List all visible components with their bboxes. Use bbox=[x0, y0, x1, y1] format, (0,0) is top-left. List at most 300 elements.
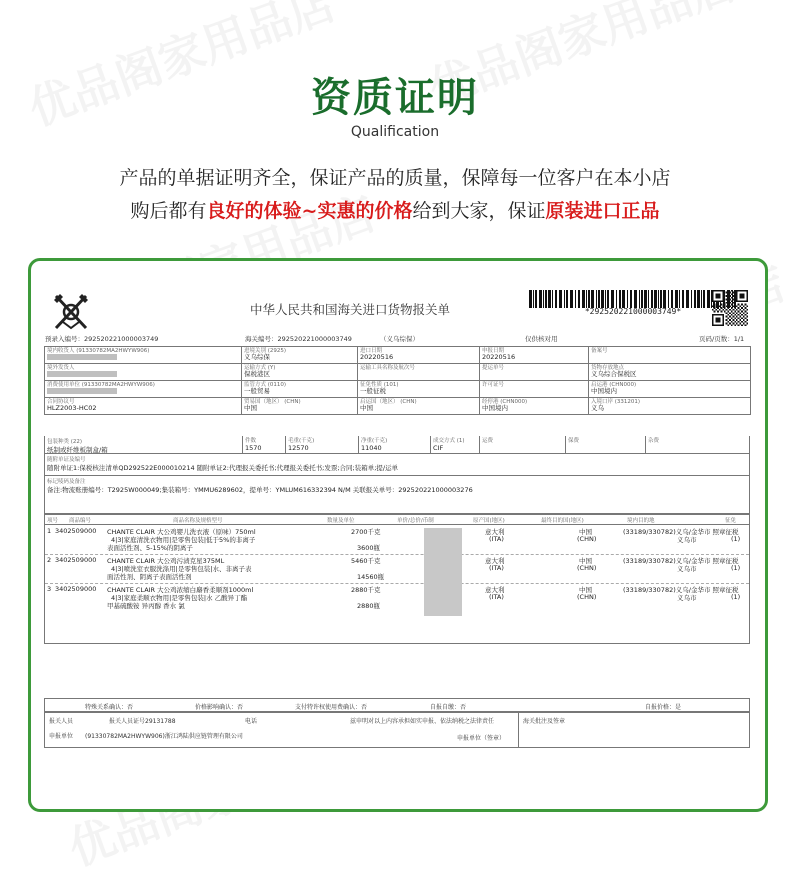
items-column-header: 商品名称及规格型号 bbox=[173, 518, 223, 524]
qr-module bbox=[714, 311, 716, 313]
highlight-text: 良好的体验~实惠的价格 bbox=[206, 200, 413, 222]
items-column-header: 境内目的地 bbox=[627, 518, 655, 524]
qr-module bbox=[738, 307, 740, 309]
form-cell bbox=[45, 347, 242, 364]
qr-module bbox=[715, 305, 717, 307]
form-cell bbox=[242, 364, 358, 381]
field-label: 许可证号 bbox=[482, 382, 505, 388]
qr-module bbox=[721, 307, 723, 309]
item-name: CHANTE CLAIR 大公鸡浓缩白麝香柔顺剂1000ml bbox=[107, 586, 254, 594]
qr-module bbox=[714, 307, 716, 309]
qr-module bbox=[727, 304, 729, 306]
item-divider bbox=[45, 554, 749, 555]
qr-module bbox=[726, 295, 728, 297]
barcode-bar bbox=[694, 290, 696, 308]
qr-module bbox=[738, 324, 740, 326]
item-no: 3 bbox=[47, 585, 52, 593]
qr-module bbox=[734, 324, 736, 326]
qr-module bbox=[731, 321, 733, 323]
barcode-bar bbox=[634, 290, 637, 308]
form-title: 中华人民共和国海关进口货物报关单 bbox=[250, 302, 451, 317]
qr-module bbox=[739, 323, 741, 325]
field-label: 杂费 bbox=[648, 438, 660, 444]
field-label: 征免性质 (101) bbox=[360, 382, 399, 388]
redaction-bar bbox=[47, 354, 117, 360]
field-label: 进口日期 bbox=[360, 348, 383, 354]
redacted-value bbox=[47, 388, 239, 395]
qr-module bbox=[731, 311, 733, 313]
field-value: 义乌 bbox=[591, 404, 604, 413]
item-dom: (33189/330782)义乌/金华市 照章征税 bbox=[623, 528, 739, 536]
barcode-bar bbox=[668, 290, 669, 308]
item-name: CHANTE CLAIR 大公鸡婴儿洗衣液（原味）750ml bbox=[107, 528, 256, 536]
field-label: 启运港 (CHN000) bbox=[591, 382, 637, 388]
qr-module bbox=[726, 319, 728, 321]
qr-module bbox=[729, 302, 731, 304]
barcode-bar bbox=[598, 290, 600, 308]
barcode-bar bbox=[607, 290, 609, 308]
legal-statement: 兹申明对以上内容承担如实申报、依法纳税之法律责任 bbox=[350, 718, 495, 725]
field-value: 中国境内 bbox=[591, 387, 617, 396]
form-cell bbox=[358, 381, 480, 398]
qr-module bbox=[729, 295, 731, 297]
item-dom: (33189/330782)义乌/金华市 照章征税 bbox=[623, 586, 739, 594]
barcode-bar bbox=[578, 290, 580, 308]
barcode-bar bbox=[641, 290, 643, 308]
barcode-bar bbox=[644, 290, 647, 308]
qr-module bbox=[727, 307, 729, 309]
barcode-bar bbox=[663, 290, 666, 308]
barcode-bar bbox=[535, 290, 537, 308]
qr-module bbox=[731, 297, 733, 299]
qr-module bbox=[729, 316, 731, 318]
qr-module bbox=[746, 312, 748, 314]
page-subtitle: Qualification bbox=[350, 124, 440, 140]
qr-module bbox=[733, 302, 735, 304]
barcode-bar bbox=[691, 290, 692, 308]
field-label: 监管方式 (0110) bbox=[244, 382, 287, 388]
field-label: 进境关别 (2925) bbox=[244, 348, 287, 354]
qr-module bbox=[731, 324, 733, 326]
qr-module bbox=[733, 292, 735, 294]
item-name: 4|3|家庭柔顺衣物用|是零售包装|水 乙酸异丁酯 bbox=[111, 594, 248, 602]
form-cell bbox=[45, 364, 242, 381]
item-code: 3402509000 bbox=[55, 556, 97, 564]
item-origin: (ITA) bbox=[489, 535, 504, 543]
items-column-header: 最终目的国(地区) bbox=[541, 518, 584, 524]
items-column-header: 单价/总价/币制 bbox=[397, 518, 434, 524]
qr-module bbox=[741, 324, 743, 326]
barcode-bar bbox=[671, 290, 673, 308]
barcode-bar bbox=[539, 290, 542, 308]
qr-module bbox=[726, 302, 728, 304]
item-dest: (CHN) bbox=[577, 564, 597, 572]
intro-text: 给到大家，保证 bbox=[412, 200, 546, 222]
qr-module bbox=[741, 314, 743, 316]
qr-module bbox=[729, 305, 731, 307]
item-origin: 意大利 bbox=[485, 586, 505, 594]
field-value: 义乌综合保税区 bbox=[591, 370, 637, 379]
field-value: 一般征税 bbox=[360, 387, 386, 396]
qr-module bbox=[739, 305, 741, 307]
barcode-bar bbox=[588, 290, 590, 308]
barcode-bar bbox=[611, 290, 614, 308]
qr-module bbox=[741, 317, 743, 319]
declarant-row bbox=[44, 712, 750, 748]
field-label: 成交方式 (1) bbox=[433, 438, 465, 444]
qr-module bbox=[729, 312, 731, 314]
qr-module bbox=[741, 307, 743, 309]
field-label: 运输工具名称及航次号 bbox=[360, 365, 416, 371]
item-qty: 2880瓶 bbox=[357, 602, 381, 610]
unit-sign-label: 申报单位（签章） bbox=[457, 735, 506, 742]
qr-module bbox=[733, 319, 735, 321]
field-value: 义乌综保 bbox=[244, 353, 270, 362]
qr-module bbox=[727, 311, 729, 313]
qr-module bbox=[721, 311, 723, 313]
form-cell bbox=[358, 364, 480, 381]
form-grid bbox=[44, 346, 751, 415]
qr-module bbox=[726, 323, 728, 325]
barcode-bar bbox=[586, 290, 587, 308]
item-name: 4|3|喷洗室衣服洗涤用|是零售包装|水、非离子表 bbox=[111, 565, 252, 573]
qr-module bbox=[733, 312, 735, 314]
form-cell bbox=[45, 398, 242, 415]
form-cell bbox=[358, 398, 480, 415]
field-value: 中国 bbox=[244, 404, 257, 413]
barcode-bar bbox=[648, 290, 649, 308]
qr-module bbox=[727, 293, 729, 295]
barcode-bar bbox=[619, 290, 621, 308]
field-label: 境内收货人 (91330782MA2HWYW906) bbox=[47, 348, 150, 354]
item-no: 1 bbox=[47, 527, 52, 535]
qr-module bbox=[736, 319, 738, 321]
form-cell bbox=[480, 364, 589, 381]
barcode-bar bbox=[529, 290, 532, 308]
barcode-bar bbox=[564, 290, 565, 308]
declaring-unit-label: 申报单位 bbox=[49, 733, 74, 740]
qr-module bbox=[729, 299, 731, 301]
item-dom: 义乌市 bbox=[677, 565, 697, 573]
qr-module bbox=[741, 321, 743, 323]
qr-module bbox=[745, 311, 747, 313]
field-value: 20220516 bbox=[482, 353, 516, 362]
field-value: 保税港区 bbox=[244, 370, 270, 379]
barcode-bar bbox=[686, 290, 689, 308]
field-value: 中国 bbox=[360, 404, 373, 413]
form-cell bbox=[242, 398, 358, 415]
form-grid-row bbox=[45, 347, 751, 364]
qr-module bbox=[724, 307, 726, 309]
barcode-bar bbox=[555, 290, 557, 308]
qr-module bbox=[743, 316, 745, 318]
items-header-divider bbox=[45, 524, 749, 525]
qr-module bbox=[731, 317, 733, 319]
barcode-bar bbox=[591, 290, 594, 308]
barcode-bar bbox=[627, 290, 628, 308]
field-label: 贸易国（地区） (CHN) bbox=[244, 399, 301, 405]
barcode-bar bbox=[654, 290, 657, 308]
qr-module bbox=[734, 317, 736, 319]
qr-module bbox=[712, 305, 714, 307]
qr-module bbox=[739, 316, 741, 318]
item-qty: 2700千克 bbox=[351, 528, 381, 536]
price-impact-confirm: 价格影响确认：否 bbox=[195, 704, 244, 711]
field-label: 备案号 bbox=[591, 348, 608, 354]
item-name: 甲基硫酸铵 异丙醇 香水 氯 bbox=[107, 602, 185, 610]
intro-text: 购后都有 bbox=[130, 200, 207, 222]
items-column-header: 征免 bbox=[725, 518, 737, 524]
qr-module bbox=[731, 307, 733, 309]
qr-module bbox=[739, 312, 741, 314]
qr-module bbox=[734, 311, 736, 313]
barcode-bar bbox=[543, 290, 544, 308]
qr-module bbox=[712, 309, 714, 311]
customs-note-label: 海关批注及签章 bbox=[523, 718, 566, 725]
field-label: 运输方式 (Y) bbox=[244, 365, 276, 371]
barcode-bar bbox=[582, 290, 585, 308]
page-title: 资质证明 bbox=[311, 75, 479, 121]
redacted-value bbox=[47, 354, 239, 361]
barcode-bar bbox=[533, 290, 534, 308]
qr-module bbox=[743, 319, 745, 321]
qr-module bbox=[726, 316, 728, 318]
qr-module bbox=[745, 317, 747, 319]
qr-module bbox=[731, 290, 733, 292]
field-label: 合同协议号 bbox=[47, 399, 75, 405]
barcode-bar bbox=[679, 290, 680, 308]
barcode-bar bbox=[596, 290, 597, 308]
field-label: 运费 bbox=[482, 438, 494, 444]
qr-module bbox=[745, 324, 747, 326]
special-relation-confirm: 特殊关系确认：否 bbox=[85, 704, 134, 711]
qr-module bbox=[746, 309, 748, 311]
page-count: 页码/页数：1/1 bbox=[699, 335, 745, 343]
form-cell bbox=[480, 347, 589, 364]
pre-entry-number: 预录入编号：292520221000003749 bbox=[45, 335, 159, 343]
barcode-bar bbox=[660, 290, 662, 308]
field-label: 申报日期 bbox=[482, 348, 505, 354]
qr-module bbox=[733, 316, 735, 318]
field-value: 一般贸易 bbox=[244, 387, 270, 396]
qr-module bbox=[733, 323, 735, 325]
field-label: 提运单号 bbox=[482, 365, 505, 371]
qr-module bbox=[734, 307, 736, 309]
qr-module bbox=[729, 309, 731, 311]
barcode-bar bbox=[630, 290, 632, 308]
field-label: 货物存放地点 bbox=[591, 365, 625, 371]
qr-module bbox=[715, 309, 717, 311]
item-code: 3402509000 bbox=[55, 527, 97, 535]
item-dest: 中国 bbox=[579, 586, 592, 594]
field-label: 经停港 (CHN000) bbox=[482, 399, 528, 405]
item-origin: (ITA) bbox=[489, 564, 504, 572]
qr-module bbox=[729, 319, 731, 321]
field-label: 毛重(千克) bbox=[288, 438, 315, 444]
barcode-graphic bbox=[527, 290, 739, 308]
form-grid-row bbox=[45, 398, 751, 415]
items-column-header: 商品编号 bbox=[69, 518, 92, 524]
qr-module bbox=[738, 304, 740, 306]
qr-module bbox=[719, 305, 721, 307]
self-price-confirm: 自报价格：是 bbox=[645, 704, 682, 711]
item-dest: 中国 bbox=[579, 557, 592, 565]
qr-module bbox=[746, 323, 748, 325]
qr-module bbox=[727, 317, 729, 319]
qr-module bbox=[717, 307, 719, 309]
qr-finder bbox=[715, 317, 720, 322]
qr-module bbox=[743, 309, 745, 311]
form-cell bbox=[358, 347, 480, 364]
qr-module bbox=[745, 321, 747, 323]
qr-module bbox=[734, 314, 736, 316]
intro-line-1: 产品的单据证明齐全，保证产品的质量，保障每一位客户在本小店 bbox=[119, 167, 671, 189]
barcode-bar bbox=[675, 290, 678, 308]
customs-number: 海关编号：292520221000003749 bbox=[245, 335, 352, 343]
barcode-bar bbox=[658, 290, 659, 308]
item-origin: (ITA) bbox=[489, 593, 504, 601]
item-qty: 14560瓶 bbox=[357, 573, 385, 581]
item-no: 2 bbox=[47, 556, 52, 564]
field-label: 境外发货人 bbox=[47, 365, 75, 371]
qr-module bbox=[746, 316, 748, 318]
qr-module bbox=[745, 307, 747, 309]
qr-module bbox=[734, 304, 736, 306]
field-label: 消费使用单位 (91330782MA2HWYW906) bbox=[47, 382, 155, 388]
qr-module bbox=[724, 311, 726, 313]
phone-label: 电话 bbox=[245, 718, 258, 725]
form-grid-row bbox=[45, 381, 751, 398]
qr-module bbox=[726, 305, 728, 307]
barcode-bar bbox=[552, 290, 553, 308]
qr-module bbox=[745, 314, 747, 316]
qr-module bbox=[739, 309, 741, 311]
field-value: 随附单证1:保税核注清单QD292522E000010214 随附单证2:代理报关委托书;代理报关委托书;发票;合同;装箱单;提/运单 bbox=[47, 464, 399, 472]
form-cell bbox=[589, 398, 751, 415]
redaction-bar bbox=[47, 388, 117, 394]
declarant-number: 报关人员证号29131788 bbox=[109, 718, 176, 725]
qr-module bbox=[736, 312, 738, 314]
item-dest: 中国 bbox=[579, 528, 592, 536]
item-qty: 5460千克 bbox=[351, 557, 381, 565]
qr-code-graphic bbox=[712, 290, 748, 326]
qr-module bbox=[731, 293, 733, 295]
field-value: 备注:物流账册编号：T2925W000049;集装箱号：YMMU6289602，提单号：YMLUM616332394 N/M 关联报关单号：292520221000003276 bbox=[47, 486, 473, 494]
barcode-bar bbox=[622, 290, 625, 308]
qr-module bbox=[743, 312, 745, 314]
barcode-bar bbox=[570, 290, 573, 308]
item-divider bbox=[45, 583, 749, 584]
item-origin: 意大利 bbox=[485, 528, 505, 536]
qr-module bbox=[738, 317, 740, 319]
barcode-bar bbox=[707, 290, 710, 308]
qr-module bbox=[724, 304, 726, 306]
field-value: 1570 bbox=[245, 444, 262, 452]
marks-remarks bbox=[44, 476, 750, 514]
qr-module bbox=[726, 292, 728, 294]
qr-module bbox=[731, 304, 733, 306]
qr-module bbox=[717, 311, 719, 313]
qr-module bbox=[727, 314, 729, 316]
customs-note-divider bbox=[518, 712, 519, 748]
form-cell bbox=[589, 347, 751, 364]
item-dom: (1) bbox=[731, 593, 741, 601]
qr-finder bbox=[739, 293, 744, 298]
qr-module bbox=[738, 314, 740, 316]
field-label: 包装种类 (22) bbox=[47, 439, 83, 445]
qr-module bbox=[736, 316, 738, 318]
items-column-header: 原产国(地区) bbox=[473, 518, 505, 524]
form-cell bbox=[242, 381, 358, 398]
field-label: 件数 bbox=[245, 438, 257, 444]
form-cell bbox=[480, 381, 589, 398]
item-qty: 2880千克 bbox=[351, 586, 381, 594]
barcode-number: *292520221000003749* bbox=[584, 307, 682, 316]
item-dom: 义乌市 bbox=[677, 536, 697, 544]
qr-module bbox=[745, 304, 747, 306]
qr-module bbox=[727, 321, 729, 323]
field-label: 启运国（地区） (CHN) bbox=[360, 399, 417, 405]
declarant-label: 报关人员 bbox=[49, 718, 74, 725]
qr-module bbox=[731, 314, 733, 316]
qr-module bbox=[736, 305, 738, 307]
item-name: 表面活性剂、5-15%的阴离子 bbox=[107, 544, 193, 552]
barcode-bar bbox=[703, 290, 705, 308]
qr-module bbox=[721, 304, 723, 306]
item-qty: 3600瓶 bbox=[357, 544, 381, 552]
royalty-confirm: 支付特许权使用费确认：否 bbox=[295, 704, 368, 711]
qr-module bbox=[726, 312, 728, 314]
field-value: CIF bbox=[433, 444, 444, 452]
qr-module bbox=[727, 300, 729, 302]
field-label: 入境口岸 (331201) bbox=[591, 399, 641, 405]
qr-module bbox=[727, 297, 729, 299]
form-cell bbox=[480, 398, 589, 415]
qr-module bbox=[741, 304, 743, 306]
field-label: 保费 bbox=[568, 438, 580, 444]
qr-module bbox=[741, 311, 743, 313]
barcode-bar bbox=[605, 290, 606, 308]
item-code: 3402509000 bbox=[55, 585, 97, 593]
items-column-header: 项号 bbox=[47, 518, 59, 524]
qr-module bbox=[729, 323, 731, 325]
qr-module bbox=[738, 321, 740, 323]
qr-module bbox=[719, 309, 721, 311]
qr-module bbox=[727, 290, 729, 292]
qr-finder bbox=[715, 293, 720, 298]
qr-module bbox=[746, 305, 748, 307]
qr-module bbox=[733, 299, 735, 301]
qr-module bbox=[726, 299, 728, 301]
item-name: 4|3|家庭清洗衣物用|是零售包装|低于5%的非离子 bbox=[111, 536, 256, 544]
form-cell bbox=[45, 381, 242, 398]
qr-module bbox=[717, 304, 719, 306]
highlight-text: 原装进口正品 bbox=[545, 200, 660, 222]
qr-module bbox=[736, 323, 738, 325]
item-dom: (1) bbox=[731, 564, 741, 572]
redacted-value bbox=[47, 371, 239, 378]
form-cell bbox=[242, 347, 358, 364]
redaction-bar bbox=[47, 371, 117, 377]
qr-module bbox=[726, 309, 728, 311]
verify-note: 仅供核对用 bbox=[525, 335, 558, 343]
qr-module bbox=[746, 319, 748, 321]
qr-module bbox=[733, 309, 735, 311]
qr-module bbox=[731, 300, 733, 302]
item-dest: (CHN) bbox=[577, 535, 597, 543]
field-value: 12570 bbox=[288, 444, 309, 452]
qr-module bbox=[738, 311, 740, 313]
